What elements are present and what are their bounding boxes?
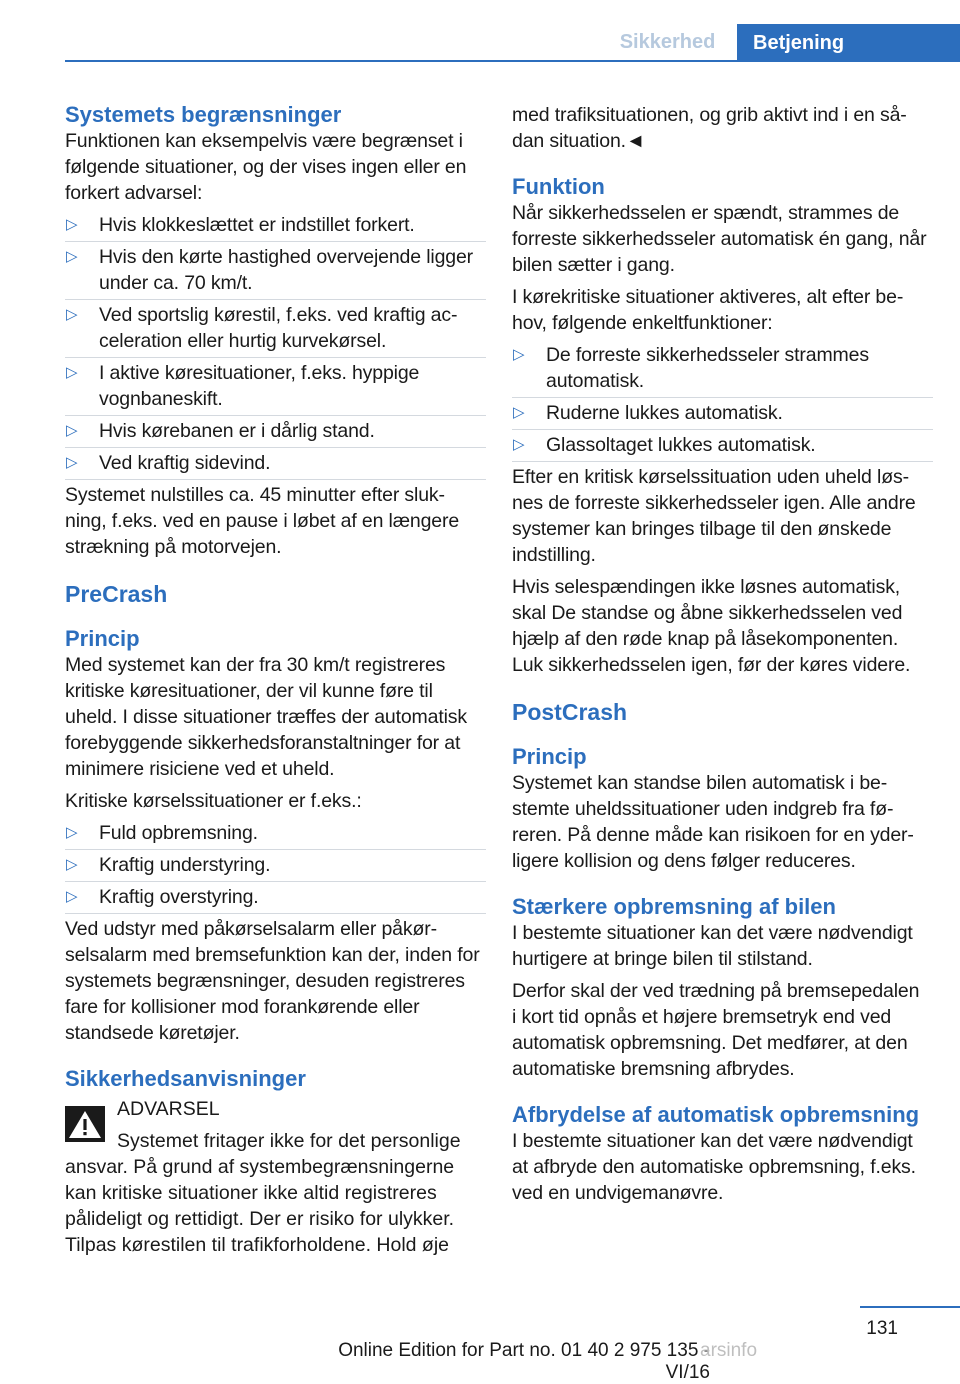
list-item: ▷ Kraftig understyring. — [65, 852, 480, 878]
paragraph: Derfor skal der ved trædning på bremsepedalen i kort tid opnås et højere bremsetryk end ved automatisk opbremsning. Det medfører, at den automatiske bremsning afbrydes. — [512, 980, 920, 1080]
limitations-list — [65, 212, 480, 476]
list-item: ▷ Hvis klokkeslættet er indstillet forkert. — [65, 212, 480, 238]
triangle-bullet-icon: ▷ — [66, 856, 78, 873]
section-title-limitations: Systemets begrænsninger — [65, 102, 342, 127]
paragraph: I kørekritiske situationer aktiveres, alt efter behov, følgende enkeltfunktioner: — [512, 286, 904, 334]
paragraph: Systemet nulstilles ca. 45 minutter efter slukning, f.eks. ved en pause i løbet af en længere strækning på motorvejen. — [65, 484, 460, 558]
list-item: ▷ Glassoltaget lukkes automatisk. — [512, 432, 927, 458]
section-title-postcrash: PostCrash — [512, 699, 628, 725]
paragraph: Efter en kritisk kørselssituation uden uheld løsnes de forreste sikkerhedsseler igen. Alle andre systemer kan bringes tilbage til den ønskede indstilling. — [512, 466, 916, 566]
warning-label: ADVARSEL — [117, 1098, 220, 1120]
triangle-bullet-icon: ▷ — [66, 422, 78, 439]
triangle-bullet-icon: ▷ — [66, 216, 78, 233]
paragraph: med trafiksituationen, og grib aktivt ind i en sådan situation.◄ — [512, 104, 907, 152]
paragraph: I bestemte situationer kan det være nødvendigt at afbryde den automatiske opbremsning, f.eks. ved en undvigemanøvre. — [512, 1130, 916, 1204]
paragraph: Med systemet kan der fra 30 km/t registreres kritiske køresituationer, der vil kunne føre til uheld. I disse situationer træffes der automatisk forebyggende sikkerhedsforanstaltninger for at minimere risiciene ved et uheld. — [65, 654, 467, 780]
edition-footer: Online Edition for Part no. 01 40 2 975 135 - VI/16 — [338, 1340, 710, 1383]
section-title-precrash: PreCrash — [65, 581, 168, 607]
right-column — [512, 102, 927, 1212]
triangle-bullet-icon: ▷ — [513, 404, 525, 421]
subsection-title-princip: Princip — [512, 744, 587, 769]
paragraph: Hvis selespændingen ikke løsnes automatisk, skal De standse og åbne sikkerhedsselen ved hjælp af den røde knap på låsekomponenten. Luk sikkerhedsselen igen, før der køres videre. — [512, 576, 911, 676]
list-item: ▷ Fuld opbremsning. — [65, 820, 480, 846]
paragraph: Systemet kan standse bilen automatisk i bestemte uheldssituationer uden indgreb fra føreren. På denne måde kan risikoen for en yderligere kollision og dens følger reduceres. — [512, 772, 914, 872]
left-column — [65, 102, 480, 1258]
paragraph: Kritiske kørselssituationer er f.eks.: — [65, 790, 362, 812]
triangle-bullet-icon: ▷ — [513, 346, 525, 363]
paragraph: I bestemte situationer kan det være nødvendigt hurtigere at bringe bilen til stilstand. — [512, 922, 913, 970]
list-item: ▷ Hvis kørebanen er i dårlig stand. — [65, 418, 480, 444]
tab-sikkerhed[interactable]: Sikkerhed — [619, 30, 716, 53]
list-item: ▷ De forreste sikkerhedsseler strammes automatisk. — [512, 342, 927, 394]
triangle-bullet-icon: ▷ — [66, 248, 78, 265]
subsection-title-princip: Princip — [65, 626, 140, 651]
paragraph: Ved udstyr med påkørselsalarm eller påkørselsalarm med bremsefunktion kan der, inden for systemets begrænsninger, desuden registreres fare for kollisioner mod forankørende eller standsede køretøjer. — [65, 918, 480, 1044]
triangle-bullet-icon: ▷ — [66, 454, 78, 471]
list-item: ▷ Ruderne lukkes automatisk. — [512, 400, 927, 426]
section-title-funktion: Funktion — [512, 174, 605, 199]
subsection-title-abort-braking: Afbrydelse af automatisk opbremsning — [512, 1102, 920, 1127]
section-title-safety: Sikkerhedsanvisninger — [65, 1066, 306, 1091]
watermark: arsinfo — [700, 1340, 758, 1361]
footer-rule — [860, 1306, 960, 1308]
warning-first-line: Systemet fritager ikke for det personlige — [117, 1130, 461, 1152]
subsection-title-stronger-braking: Stærkere opbremsning af bilen — [512, 894, 836, 919]
list-item: ▷ I aktive køresituationer, f.eks. hyppige vognbaneskift. — [65, 360, 480, 412]
functions-list — [512, 342, 927, 458]
triangle-bullet-icon: ▷ — [66, 824, 78, 841]
list-item: ▷ Hvis den kørte hastighed overvejende ligger under ca. 70 km/t. — [65, 244, 480, 296]
triangle-bullet-icon: ▷ — [66, 888, 78, 905]
list-item: ▷ Ved sportslig kørestil, f.eks. ved kraftig acceleration eller hurtig kurvekørsel. — [65, 302, 480, 354]
tab-betjening[interactable]: Betjening — [737, 24, 960, 62]
page-header — [0, 0, 960, 62]
paragraph: Funktionen kan eksempelvis være begrænset i følgende situationer, og der vises ingen eller en forkert advarsel: — [65, 130, 467, 204]
warning-triangle-icon — [65, 1106, 105, 1142]
paragraph: Når sikkerhedsselen er spændt, strammes de forreste sikkerhedsseler automatisk én gang, når bilen sætter i gang. — [512, 202, 927, 276]
triangle-bullet-icon: ▷ — [66, 364, 78, 381]
list-item: ▷ Kraftig overstyring. — [65, 884, 480, 910]
triangle-bullet-icon: ▷ — [513, 436, 525, 453]
warning-box — [65, 1096, 480, 1258]
critical-situations-list — [65, 820, 480, 910]
header-rule — [65, 60, 960, 62]
list-item: ▷ Ved kraftig sidevind. — [65, 450, 480, 476]
warning-text: ansvar. På grund af systembegrænsningerne kan kritiske situationer ikke altid registreres pålideligt og rettidigt. Der er risiko for ulykker. Tilpas kørestilen til trafikforholdene. Hold øje — [65, 1156, 455, 1256]
page-number: 131 — [866, 1318, 898, 1339]
triangle-bullet-icon: ▷ — [66, 306, 78, 323]
